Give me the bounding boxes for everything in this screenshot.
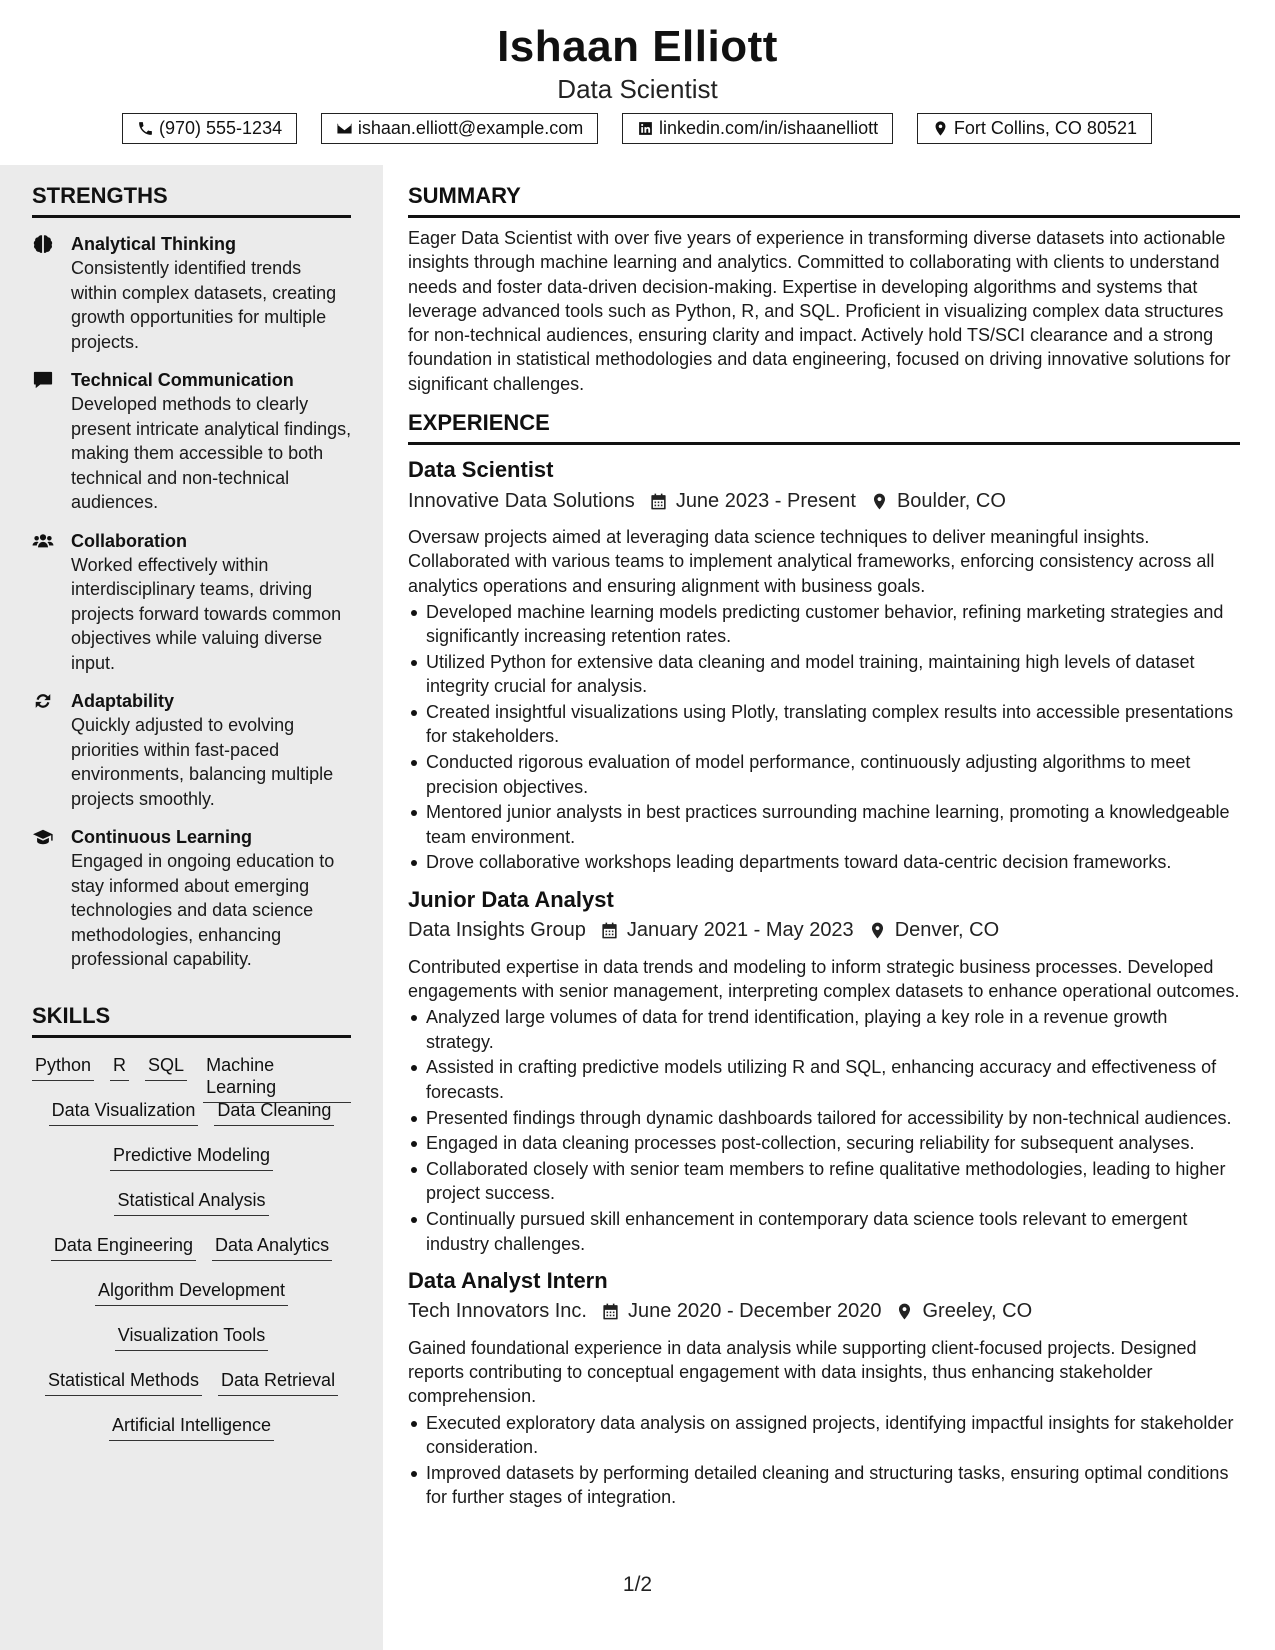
skill-tag: Data Engineering (51, 1228, 196, 1261)
skill-tag: Artificial Intelligence (109, 1408, 274, 1441)
skill-tag: Data Visualization (49, 1093, 199, 1126)
strength-heading: Technical Communication (71, 370, 294, 390)
bullet-item: Collaborated closely with senior team members to refine qualitative methodologies, leading to higher project success. (408, 1157, 1240, 1206)
job-title: Junior Data Analyst (408, 886, 614, 912)
summary-heading: SUMMARY (408, 183, 1240, 218)
calendar-icon (600, 921, 619, 940)
skill-tag: SQL (145, 1048, 187, 1081)
strength-text: Quickly adjusted to evolving priorities within fast-paced environments, balancing multiple projects smoothly. (71, 715, 334, 809)
job-company: Tech Innovators Inc. (408, 1300, 587, 1323)
strengths-heading: STRENGTHS (32, 183, 351, 218)
phone-icon (137, 120, 154, 137)
skill-row (32, 1228, 351, 1273)
strength-text: Developed methods to clearly present intricate analytical findings, making them accessible to both technical and non-technical audiences. (71, 394, 352, 512)
comment-icon (32, 370, 56, 392)
brain-icon (32, 234, 56, 256)
job-dates: June 2020 - December 2020 (627, 1300, 882, 1323)
bullet-item: Utilized Python for extensive data cleaning and model training, maintaining high levels of dataset integrity crucial for analysis. (408, 650, 1240, 699)
skills-section (0, 1003, 383, 1453)
strength-item (32, 529, 352, 676)
skill-row (32, 1183, 351, 1228)
strengths-section (0, 183, 383, 972)
strength-item (32, 368, 352, 515)
bullet-item: Developed machine learning models predicting customer behavior, refining marketing strategies and significantly increasing retention rates. (408, 600, 1240, 649)
calendar-icon (649, 492, 668, 511)
envelope-icon (336, 120, 353, 137)
contact-email[interactable] (321, 113, 598, 144)
page-number: 1/2 (622, 1573, 653, 1596)
contact-email-text: ishaan.elliott@example.com (357, 118, 584, 138)
job-location: Greeley, CO (922, 1300, 1033, 1323)
resume-header (0, 0, 1275, 165)
bullet-item: Presented findings through dynamic dashboards tailored for accessibility by non-technical audiences. (408, 1106, 1240, 1130)
job-entry (408, 885, 1240, 1256)
skill-tag: Data Analytics (212, 1228, 332, 1261)
bullet-item: Conducted rigorous evaluation of model performance, continuously adjusting algorithms to meet precision objectives. (408, 750, 1240, 799)
bullet-item: Continually pursued skill enhancement in contemporary data science tools relevant to emergent industry challenges. (408, 1207, 1240, 1256)
candidate-name: Ishaan Elliott (497, 22, 778, 71)
bullet-item: Mentored junior analysts in best practices surrounding machine learning, promoting a knowledgeable team environment. (408, 800, 1240, 849)
job-bullets (408, 1005, 1240, 1255)
bullet-item: Improved datasets by performing detailed cleaning and structuring tasks, ensuring optimal conditions for further stages of integration. (408, 1461, 1240, 1510)
sidebar (0, 165, 383, 1650)
strength-heading: Adaptability (71, 691, 175, 711)
map-marker-icon (870, 492, 889, 511)
contact-linkedin-text: linkedin.com/in/ishaanelliott (659, 118, 879, 138)
job-entry (408, 455, 1240, 875)
contact-phone[interactable] (122, 113, 297, 144)
job-location: Denver, CO (894, 919, 1000, 942)
job-dates: June 2023 - Present (675, 489, 856, 512)
job-company: Data Insights Group (408, 919, 586, 942)
job-bullets (408, 1411, 1240, 1510)
sync-icon (32, 691, 56, 713)
experience-section (408, 410, 1240, 1509)
contact-linkedin[interactable] (622, 113, 893, 144)
linkedin-icon (637, 120, 654, 137)
strength-heading: Continuous Learning (71, 827, 252, 847)
job-bullets (408, 600, 1240, 875)
contact-location (917, 113, 1152, 144)
skill-row (32, 1048, 351, 1097)
strength-item (32, 232, 352, 354)
experience-heading: EXPERIENCE (408, 410, 1240, 445)
bullet-item: Executed exploratory data analysis on assigned projects, identifying impactful insights for stakeholder consideration. (408, 1411, 1240, 1460)
skill-row (32, 1093, 351, 1138)
skill-tag: Data Retrieval (218, 1363, 338, 1396)
skill-row (32, 1363, 351, 1408)
bullet-item: Created insightful visualizations using Plotly, translating complex results into accessible presentations for stakeholders. (408, 700, 1240, 749)
skill-tag: Visualization Tools (115, 1318, 268, 1351)
bullet-item: Drove collaborative workshops leading departments toward data-centric decision frameworks. (408, 850, 1240, 874)
skill-row (32, 1138, 351, 1183)
main-column (408, 165, 1240, 1511)
strength-text: Worked effectively within interdisciplinary teams, driving projects forward towards common objectives while valuing diverse input. (71, 554, 342, 673)
strength-heading: Analytical Thinking (71, 234, 237, 254)
skill-tag: Python (32, 1048, 94, 1081)
calendar-icon (601, 1302, 620, 1321)
strength-item (32, 689, 352, 811)
job-meta (408, 915, 1240, 947)
skill-tag: Statistical Methods (45, 1363, 202, 1396)
skill-tag: Data Cleaning (214, 1093, 334, 1126)
bullet-item: Assisted in crafting predictive models utilizing R and SQL, enhancing accuracy and effectiveness of forecasts. (408, 1055, 1240, 1104)
map-marker-icon (868, 921, 887, 940)
skill-row (32, 1273, 351, 1318)
skill-tag: Algorithm Development (95, 1273, 288, 1306)
job-entry (408, 1266, 1240, 1510)
skill-tag: Predictive Modeling (110, 1138, 273, 1171)
job-title: Data Scientist (408, 457, 554, 483)
strength-item (32, 825, 352, 972)
strength-text: Consistently identified trends within complex datasets, creating growth opportunities for multiple projects. (71, 258, 337, 352)
strength-heading: Collaboration (71, 530, 187, 551)
job-description: Contributed expertise in data trends and modeling to inform strategic business processes. Developed engagements with senior management, interpreting complex datasets to enhance operational outcomes. (408, 956, 1240, 1002)
map-marker-icon (895, 1302, 914, 1321)
contact-location-text: Fort Collins, CO 80521 (953, 118, 1137, 138)
map-marker-icon (932, 120, 949, 137)
strength-text: Engaged in ongoing education to stay informed about emerging technologies and data science methodologies, enhancing professional capability. (71, 851, 335, 969)
job-meta (408, 485, 1240, 517)
graduation-cap-icon (32, 827, 56, 849)
skills-heading: SKILLS (32, 1003, 351, 1038)
summary-text: Eager Data Scientist with over five years of experience in transforming diverse datasets into actionable insights through machine learning and analytics. Committed to collaborating with clients to understand needs and foster data-driven decision-making. Expertise in developing algorithms and systems that leverage advanced tools such as Python, R, and SQL. Proficient in visualizing complex data structures for non-technical audiences, ensuring clarity and impact. Actively hold TS/SCI clearance and a strong foundation in statistical methodologies and data engineering, focused on driving innovative solutions for significant challenges. (408, 228, 1231, 394)
summary-section (408, 183, 1240, 396)
candidate-title: Data Scientist (557, 74, 718, 104)
job-location: Boulder, CO (896, 489, 1006, 512)
skill-list (32, 1048, 351, 1453)
users-icon (32, 531, 56, 553)
job-title: Data Analyst Intern (408, 1267, 608, 1293)
job-dates: January 2021 - May 2023 (626, 919, 854, 942)
job-description: Gained foundational experience in data analysis while supporting client-focused projects. Designed reports contributing to conceptual engagement with data insights, thus enhancing stakeholder comprehension. (408, 1337, 1197, 1407)
bullet-item: Engaged in data cleaning processes post-collection, securing reliability for subsequent analyses. (408, 1131, 1240, 1155)
job-meta (408, 1296, 1240, 1328)
skill-tag: R (110, 1048, 129, 1081)
job-description: Oversaw projects aimed at leveraging data science techniques to deliver meaningful insights. Collaborated with various teams to implement analytical frameworks, enforcing consistency across all analytics operations and ensuring alignment with business goals. (408, 527, 1215, 596)
job-company: Innovative Data Solutions (408, 489, 635, 512)
bullet-item: Analyzed large volumes of data for trend identification, playing a key role in a revenue growth strategy. (408, 1005, 1240, 1054)
skill-tag: Machine Learning (203, 1048, 351, 1103)
contact-bar (122, 113, 1152, 144)
skill-row (32, 1318, 351, 1363)
skill-tag: Statistical Analysis (114, 1183, 268, 1216)
skill-row (32, 1408, 351, 1453)
contact-phone-text: (970) 555-1234 (159, 118, 283, 138)
